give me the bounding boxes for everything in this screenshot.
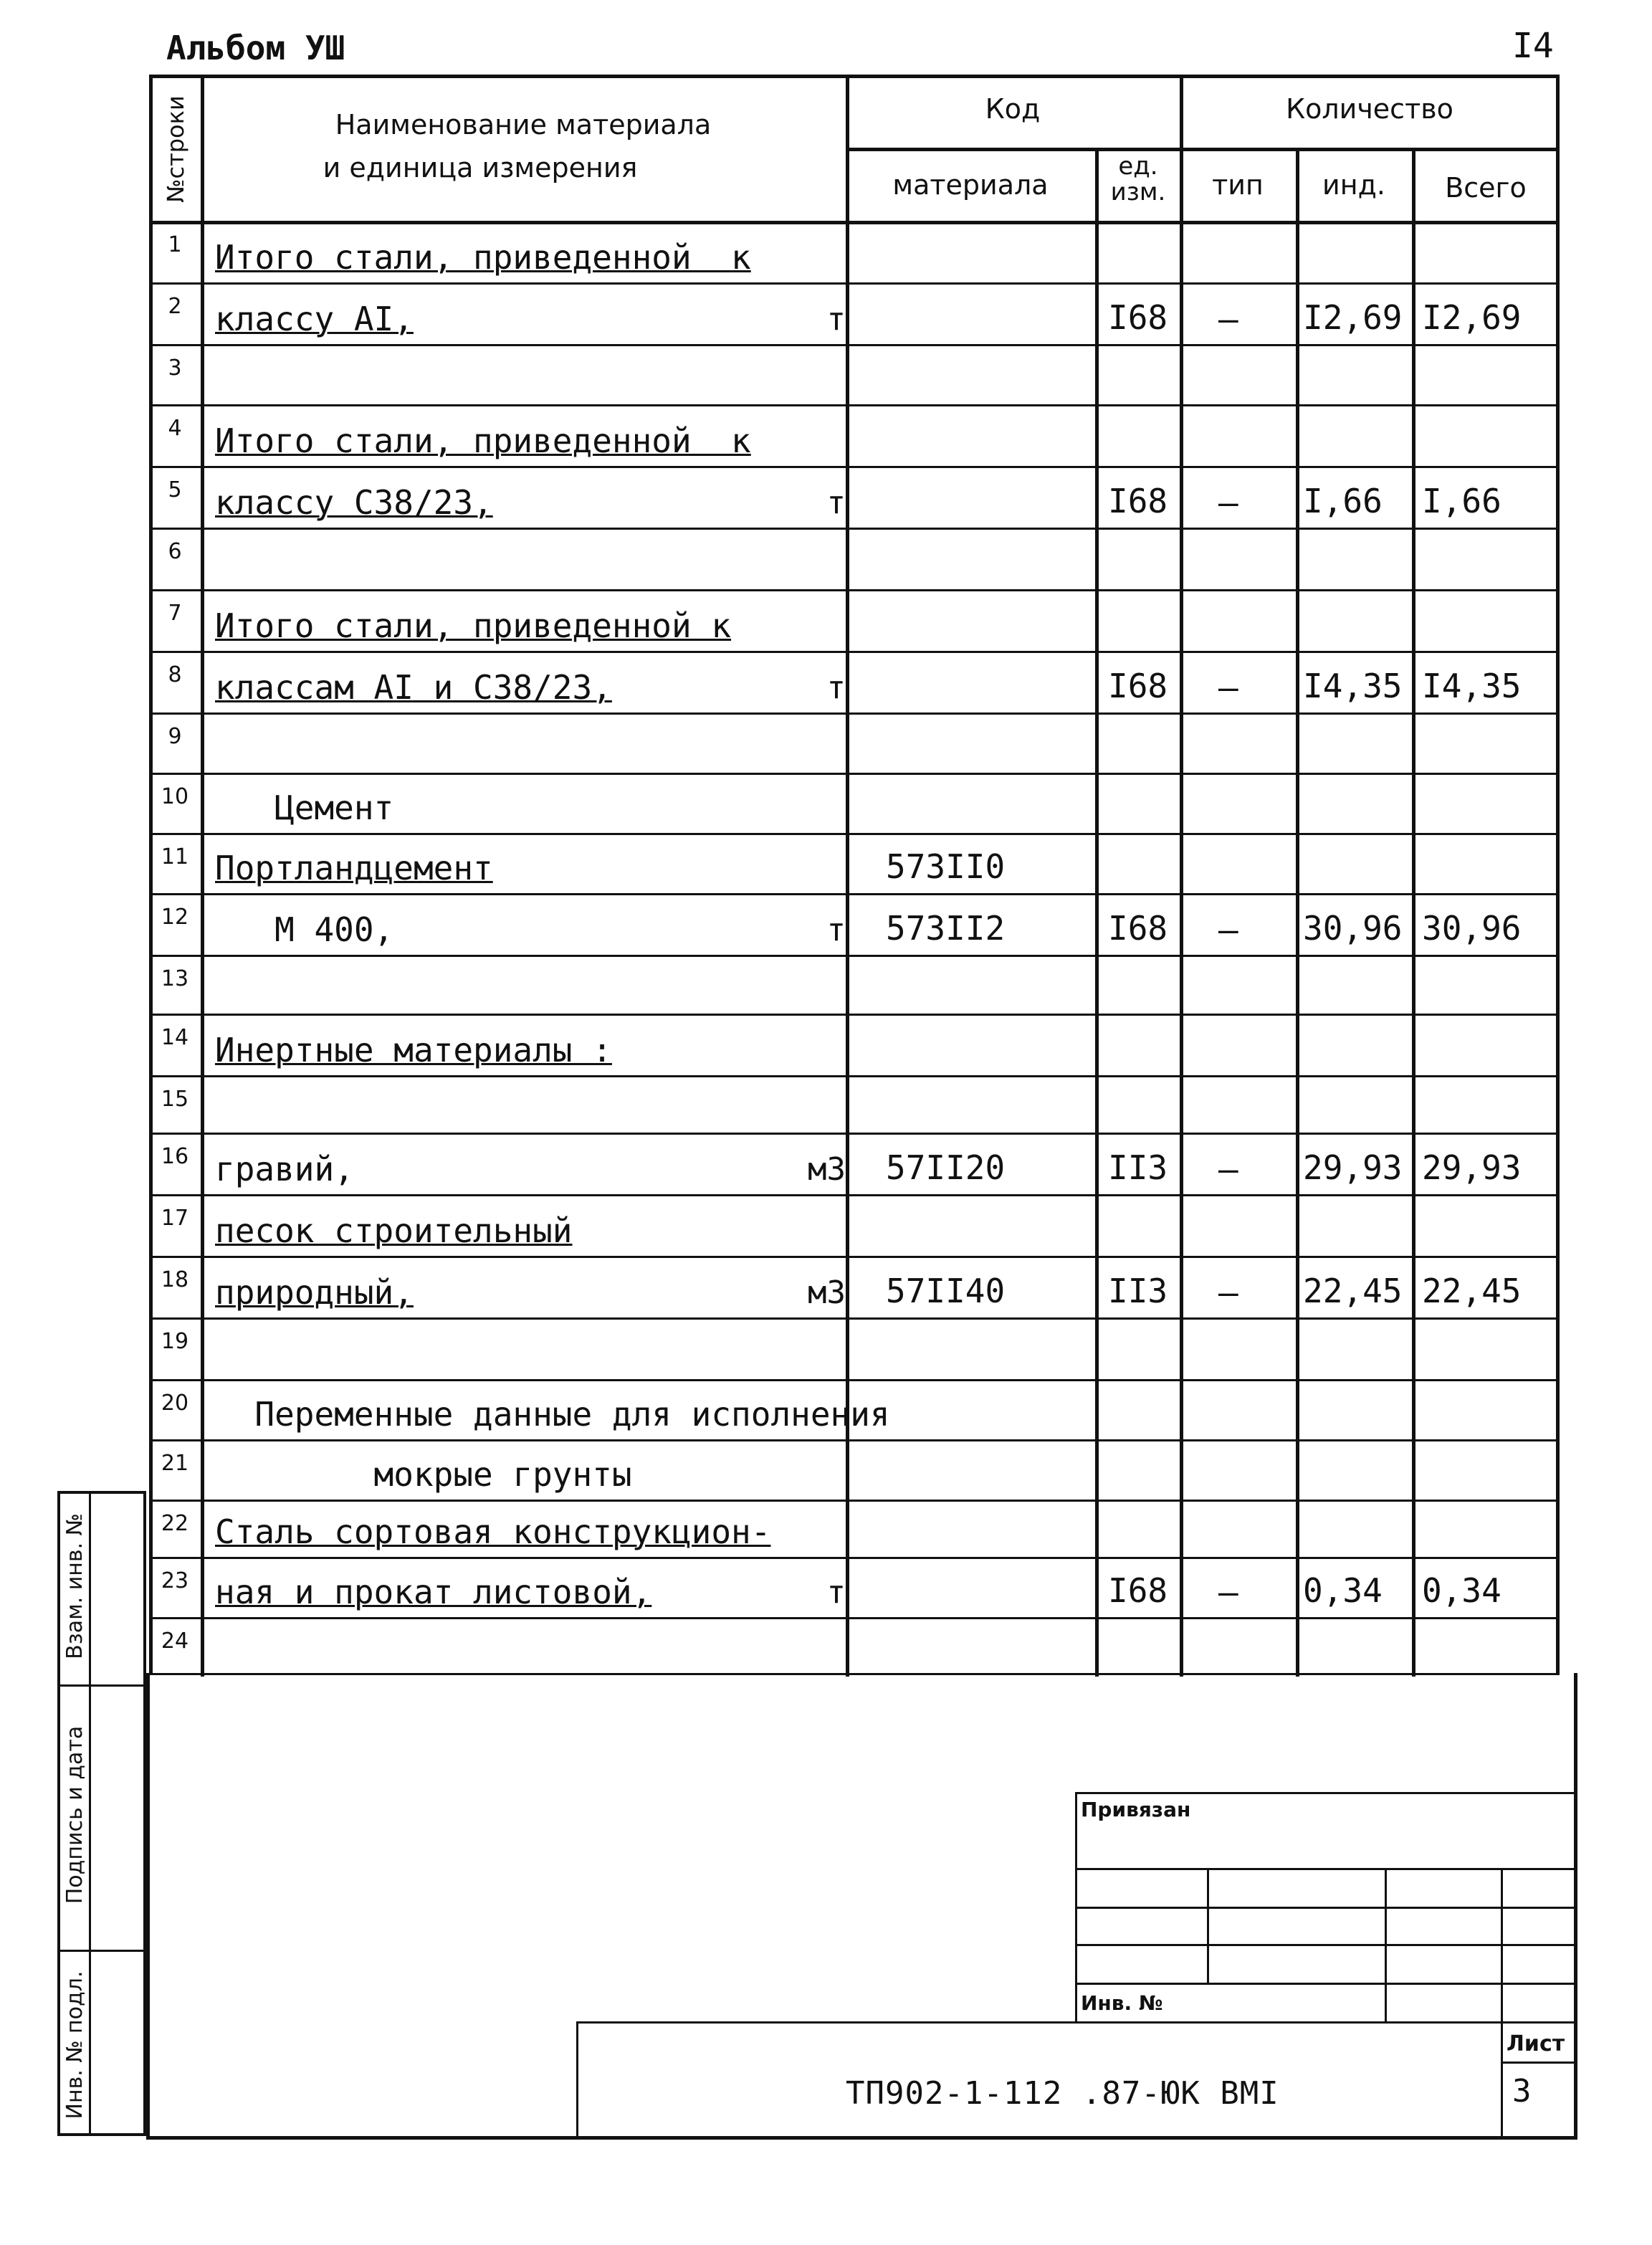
row-number: 1 [168, 232, 182, 257]
row-number: 23 [161, 1568, 189, 1593]
row-qty-ind: 0,34 [1303, 1571, 1383, 1610]
row-qty-total: 30,96 [1422, 909, 1522, 948]
row-name: Портландцемент [215, 849, 493, 887]
row-material-code: 57II40 [886, 1272, 1006, 1310]
row-number: 13 [161, 966, 189, 991]
header-row-no: №строки [162, 95, 189, 203]
row-number: 10 [161, 784, 189, 809]
row-name: гравий, [215, 1150, 354, 1188]
row-line [149, 893, 1560, 895]
row-name: М 400, [215, 910, 394, 949]
header-code-unit: ед. изм. [1110, 152, 1166, 206]
row-number: 18 [161, 1267, 189, 1292]
row-number: 12 [161, 905, 189, 930]
stamp-vline-3 [1501, 1868, 1503, 2136]
row-qty-total: 29,93 [1422, 1148, 1522, 1187]
row-line [149, 955, 1560, 957]
row-qty-type: – [1218, 668, 1238, 707]
row-name: Переменные данные для исполнения [215, 1395, 890, 1434]
row-qty-ind: I,66 [1303, 482, 1383, 520]
row-name: песок строительный [215, 1211, 573, 1250]
row-name: Сталь сортовая конструкцион- [215, 1512, 771, 1551]
row-number: 20 [161, 1391, 189, 1416]
row-line [149, 404, 1560, 406]
row-line [149, 1075, 1560, 1077]
stamp-vline-2 [1385, 1868, 1387, 2021]
row-number: 17 [161, 1206, 189, 1231]
row-unit-code: I68 [1108, 1571, 1168, 1610]
row-name: классу С38/23, [215, 483, 493, 522]
stamp-top [1075, 1792, 1574, 1794]
header-bottom-line [149, 221, 1560, 224]
row-line [149, 1014, 1560, 1016]
frame-bottom [146, 2136, 1577, 2140]
row-name: Итого стали, приведенной к [215, 606, 732, 645]
row-name: ная и прокат листовой, [215, 1573, 652, 1611]
row-number: 2 [168, 294, 182, 319]
header-subrow-line [846, 148, 1560, 151]
row-line [149, 1194, 1560, 1196]
row-qty-ind: 29,93 [1303, 1148, 1403, 1187]
row-unit-code: I68 [1108, 909, 1168, 948]
row-unit: т [826, 912, 846, 948]
row-unit: т [826, 669, 846, 706]
row-qty-total: I2,69 [1422, 298, 1522, 337]
page-number: I4 [1512, 26, 1554, 66]
row-line [149, 1500, 1560, 1502]
stamp-sheet-label: Лист [1507, 2031, 1565, 2056]
row-qty-type: – [1218, 1573, 1238, 1611]
header-type: тип [1212, 169, 1264, 201]
row-number: 4 [168, 416, 182, 441]
row-line [149, 651, 1560, 653]
row-unit-code: II3 [1108, 1148, 1168, 1187]
row-qty-ind: 30,96 [1303, 909, 1403, 948]
side-label-inv-replace: Взам. инв. № [62, 1513, 87, 1659]
row-line [149, 1256, 1560, 1258]
row-unit-code: II3 [1108, 1272, 1168, 1310]
frame-left-lower [146, 1673, 150, 2139]
row-number: 24 [161, 1629, 189, 1654]
row-number: 5 [168, 477, 182, 502]
stamp-line-1 [1075, 1868, 1574, 1870]
row-material-code: 573II2 [886, 909, 1006, 948]
row-qty-type: – [1218, 1273, 1238, 1312]
col-divider-ind [1412, 149, 1415, 1677]
row-qty-total: 22,45 [1422, 1272, 1522, 1310]
header-ind: инд. [1322, 169, 1385, 201]
stamp-sheet-line [1501, 2062, 1574, 2064]
row-number: 9 [168, 724, 182, 749]
frame-right-lower [1574, 1673, 1577, 2140]
row-unit-code: I68 [1108, 298, 1168, 337]
row-number: 11 [161, 844, 189, 869]
col-divider-code [1095, 149, 1099, 1677]
stamp-vline-1 [1207, 1868, 1209, 1983]
header-quantity: Количество [1286, 93, 1453, 125]
row-number: 16 [161, 1144, 189, 1169]
row-qty-type: – [1218, 1150, 1238, 1188]
header-code-material: материала [892, 169, 1049, 201]
row-qty-ind: I4,35 [1303, 667, 1403, 705]
row-line [149, 712, 1560, 715]
col-divider-rownum [201, 75, 204, 1677]
col-divider-unit [1180, 75, 1183, 1677]
row-number: 8 [168, 662, 182, 687]
row-line [149, 466, 1560, 468]
row-name: Итого стали, приведенной к [215, 238, 751, 277]
row-line [149, 1673, 1560, 1675]
row-unit: т [826, 485, 846, 521]
row-qty-ind: I2,69 [1303, 298, 1403, 337]
row-material-code: 573II0 [886, 847, 1006, 886]
stamp-line-4 [1075, 1983, 1574, 1985]
row-line [149, 1317, 1560, 1320]
col-divider-name [846, 75, 849, 1677]
row-name: Цемент [215, 788, 394, 827]
stamp-line-3 [1075, 1944, 1574, 1946]
row-line [149, 1439, 1560, 1441]
row-name: классу AI, [215, 300, 414, 338]
row-qty-total: 0,34 [1422, 1571, 1501, 1610]
row-line [149, 1379, 1560, 1381]
row-name: Инертные материалы : [215, 1031, 612, 1069]
header-code: Код [985, 93, 1041, 125]
row-line [149, 1133, 1560, 1135]
row-number: 3 [168, 356, 182, 381]
col-divider-type [1296, 149, 1299, 1677]
header-total: Всего [1445, 172, 1527, 204]
row-name: мокрые грунты [215, 1455, 632, 1494]
row-name: природный, [215, 1273, 414, 1312]
row-unit: т [826, 1574, 846, 1611]
header-name-line1: Наименование материала [335, 109, 712, 140]
row-line [149, 1557, 1560, 1559]
row-number: 14 [161, 1025, 189, 1050]
row-qty-type: – [1218, 910, 1238, 949]
row-unit: м3 [808, 1151, 846, 1188]
row-qty-type: – [1218, 300, 1238, 338]
row-line [149, 344, 1560, 346]
row-unit: т [826, 301, 846, 338]
row-number: 21 [161, 1451, 189, 1476]
row-line [149, 282, 1560, 285]
stamp-line-2 [1075, 1907, 1574, 1909]
stamp-main-top [576, 2021, 1574, 2024]
stamp-attached-label: Привязан [1081, 1798, 1191, 1821]
row-line [149, 528, 1560, 530]
stamp-designation: ТП902-1-112 .87-ЮК ВМI [846, 2075, 1279, 2112]
row-number: 15 [161, 1087, 189, 1112]
row-unit: м3 [808, 1274, 846, 1311]
row-line [149, 1617, 1560, 1619]
stamp-sheet-value: 3 [1512, 2073, 1532, 2110]
row-material-code: 57II20 [886, 1148, 1006, 1187]
row-number: 7 [168, 601, 182, 626]
stamp-main-left [576, 2021, 578, 2139]
side-label-sign-date: Подпись и дата [62, 1725, 87, 1905]
row-unit-code: I68 [1108, 482, 1168, 520]
row-line [149, 833, 1560, 835]
row-qty-total: I,66 [1422, 482, 1501, 520]
row-qty-ind: 22,45 [1303, 1272, 1403, 1310]
album-title: Альбом УШ [166, 29, 345, 67]
row-qty-type: – [1218, 483, 1238, 522]
stamp-inv-no-label: Инв. № [1081, 1991, 1163, 2015]
row-qty-total: I4,35 [1422, 667, 1522, 705]
row-line [149, 773, 1560, 775]
row-name: классам AI и С38/23, [215, 668, 612, 707]
header-name-line2: и единица измерения [323, 152, 638, 183]
row-line [149, 589, 1560, 591]
row-unit-code: I68 [1108, 667, 1168, 705]
row-number: 19 [161, 1329, 189, 1354]
row-number: 22 [161, 1511, 189, 1536]
side-label-inv-orig: Инв. № подл. [62, 1970, 87, 2120]
row-name: Итого стали, приведенной к [215, 421, 751, 460]
row-number: 6 [168, 539, 182, 564]
